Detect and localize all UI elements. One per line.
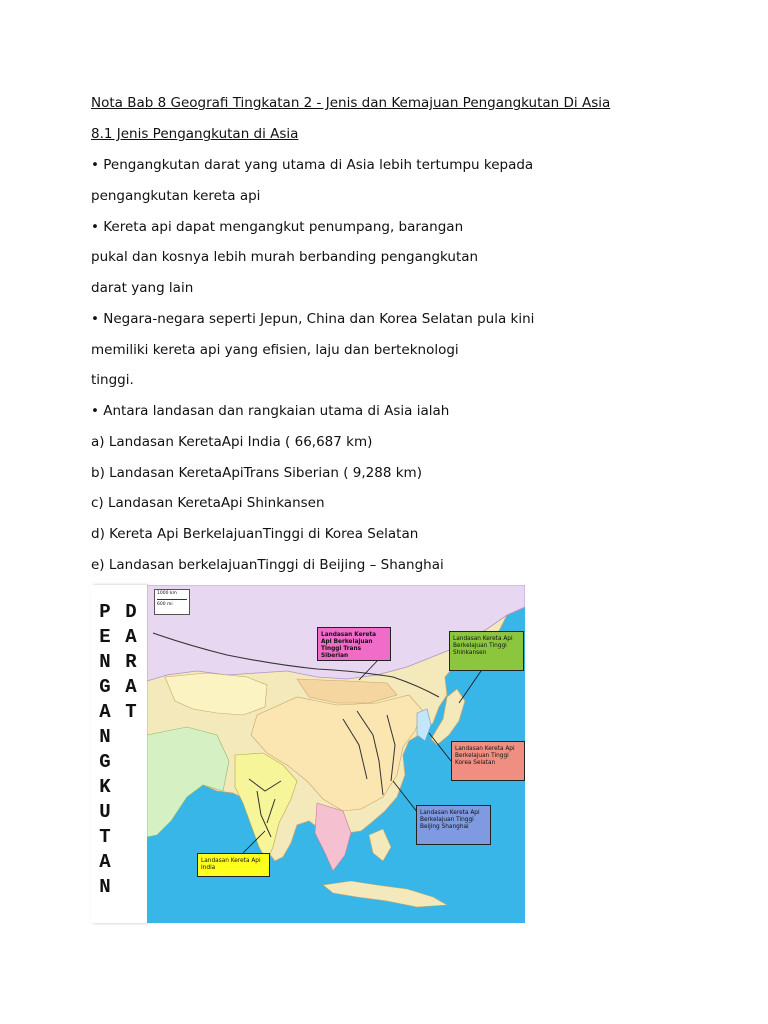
list-item: a) Landasan KeretaApi India ( 66,687 km) — [91, 434, 373, 450]
body-line: • Antara landasan dan rangkaian utama di Asia ialah — [91, 403, 450, 419]
vertical-letter: G — [99, 676, 111, 698]
asia-rail-map-figure — [91, 585, 525, 923]
scale-km: 1000 km — [157, 591, 177, 596]
label-beijing-shanghai: Landasan Kereta Api Berkelajuan Tinggi Beijing Shanghai — [416, 805, 491, 845]
list-item: d) Kereta Api BerkelajuanTinggi di Korea Selatan — [91, 526, 419, 542]
vertical-letter: A — [99, 701, 111, 723]
list-item: c) Landasan KeretaApi Shinkansen — [91, 495, 325, 511]
vertical-letter: N — [99, 876, 111, 898]
body-line: memiliki kereta api yang efisien, laju dan berteknologi — [91, 342, 459, 358]
vertical-letter: E — [99, 626, 111, 648]
list-item: e) Landasan berkelajuanTinggi di Beijing – Shanghai — [91, 557, 444, 573]
vertical-letter: A — [125, 676, 137, 698]
body-line: • Pengangkutan darat yang utama di Asia lebih tertumpu kepada — [91, 157, 534, 173]
vertical-letter: N — [99, 726, 111, 748]
vertical-letter: T — [125, 701, 137, 723]
vertical-letter: R — [125, 651, 137, 673]
body-line: • Negara-negara seperti Jepun, China dan Korea Selatan pula kini — [91, 311, 535, 327]
label-trans-siberian: Landasan Kereta Api Berkelajuan Tinggi Trans Siberian — [317, 627, 391, 661]
vertical-letter: N — [99, 651, 111, 673]
map-scale — [154, 589, 190, 615]
body-line: • Kereta api dapat mengangkut penumpang, barangan — [91, 219, 464, 235]
body-line: pukal dan kosnya lebih murah berbanding pengangkutan — [91, 249, 479, 265]
vertical-letter: U — [99, 801, 111, 823]
label-india: Landasan Kereta Api India — [197, 853, 270, 877]
vertical-letter: D — [125, 601, 137, 623]
vertical-letter: T — [99, 826, 111, 848]
list-item: b) Landasan KeretaApiTrans Siberian ( 9,288 km) — [91, 465, 422, 481]
vertical-letter: A — [125, 626, 137, 648]
document-title: Nota Bab 8 Geografi Tingkatan 2 - Jenis dan Kemajuan Pengangkutan Di Asia — [91, 95, 611, 111]
label-shinkansen: Landasan Kereta Api Berkelajuan Tinggi Shinkansen — [449, 631, 524, 671]
label-korea: Landasan Kereta Api Berkelajuan Tinggi Korea Selatan — [451, 741, 525, 781]
vertical-letter: P — [99, 601, 111, 623]
vertical-letter: G — [99, 751, 111, 773]
map-sidebar — [91, 585, 147, 923]
vertical-letter: A — [99, 851, 111, 873]
section-heading: 8.1 Jenis Pengangkutan di Asia — [91, 126, 299, 142]
body-line: tinggi. — [91, 372, 134, 388]
vertical-letter: K — [99, 776, 111, 798]
scale-mi: 600 mi — [157, 602, 173, 607]
body-line: darat yang lain — [91, 280, 194, 296]
body-line: pengangkutan kereta api — [91, 188, 261, 204]
